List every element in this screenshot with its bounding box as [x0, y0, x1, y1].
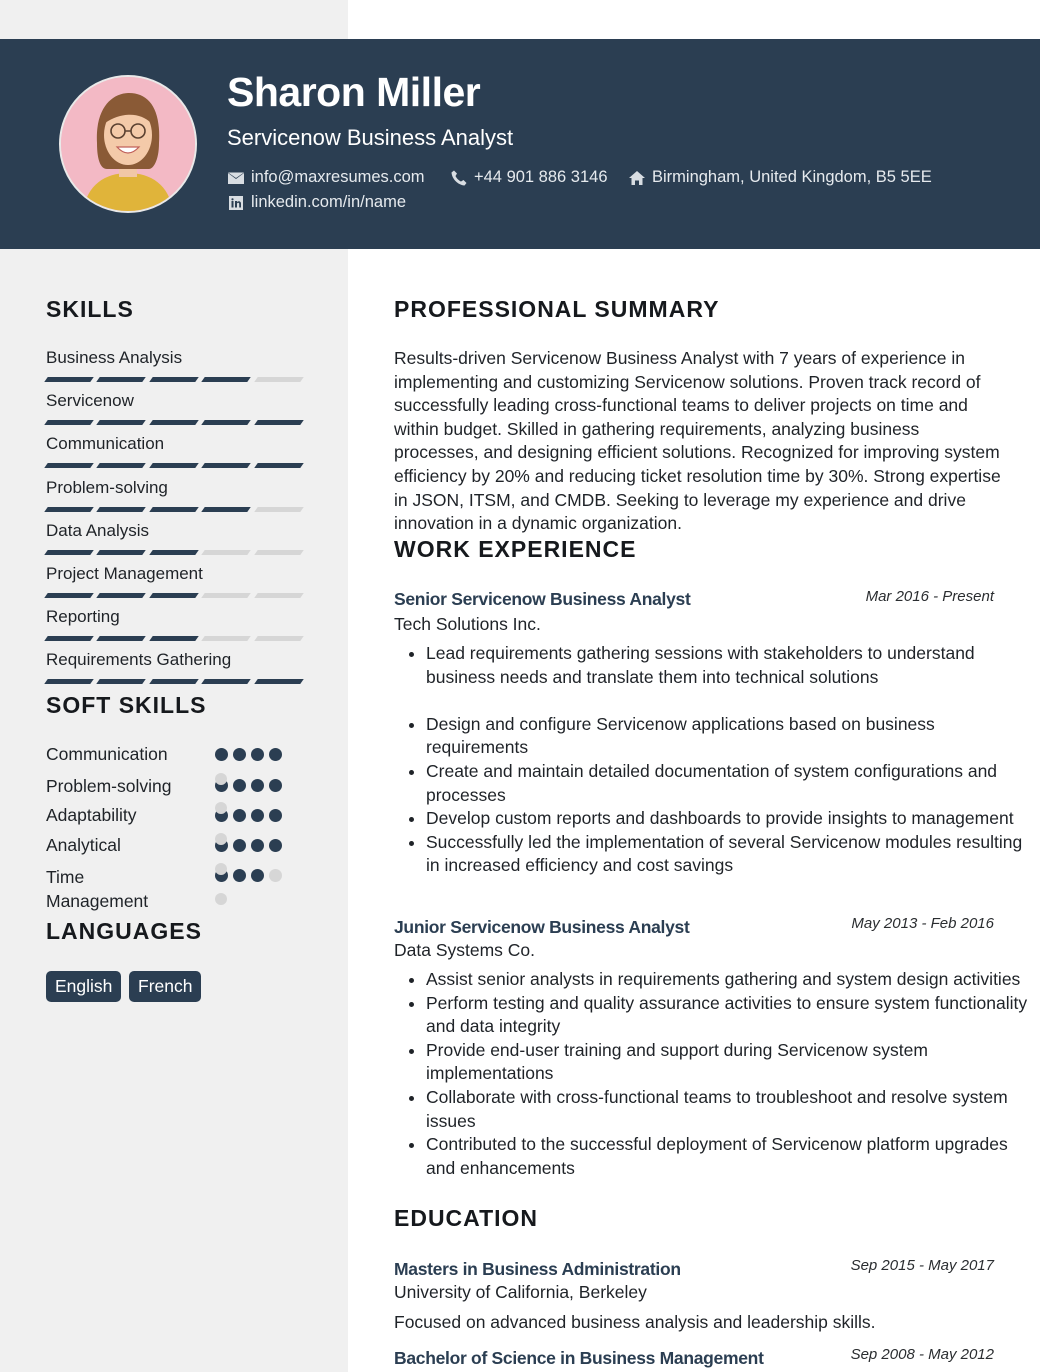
skill-level-segment: [201, 636, 251, 641]
job-bullets: [394, 968, 1036, 1180]
skill-level-segment: [44, 463, 94, 468]
email-text: info@maxresumes.com: [251, 168, 425, 186]
skill-level-segment: [149, 593, 199, 598]
skill-level-segment: [149, 377, 199, 382]
rating-dot: [269, 869, 282, 882]
skill-level-segment: [44, 377, 94, 382]
job-dates: Mar 2016 - Present: [865, 588, 994, 605]
profile-photo: [59, 75, 197, 213]
education-dates: Sep 2015 - May 2017: [850, 1257, 994, 1274]
skill-level-segment: [44, 550, 94, 555]
job-title: Junior Servicenow Business Analyst: [394, 917, 690, 937]
soft-skill-rating: [215, 748, 282, 761]
skill-level-segment: [97, 420, 147, 425]
list-item: • Collaborate with cross-functional teams to troubleshoot and resolve system issues: [426, 1086, 1036, 1133]
skill-level-segment: [97, 507, 147, 512]
rating-dot-decor: [215, 773, 227, 785]
school-name: University of California, Berkeley: [394, 1282, 647, 1302]
skill-level-segment: [201, 377, 251, 382]
contact-linkedin[interactable]: [227, 193, 406, 212]
job-company: Tech Solutions Inc.: [394, 614, 541, 634]
rating-dot: [251, 869, 264, 882]
contact-phone[interactable]: [450, 168, 608, 187]
skill-level-segment: [149, 679, 199, 684]
skills-heading: SKILLS: [46, 296, 134, 322]
skill-level-segment: [97, 377, 147, 382]
soft-skills-heading: SOFT SKILLS: [46, 692, 207, 718]
education-dates: Sep 2008 - May 2012: [850, 1346, 994, 1363]
skill-level-segment: [254, 550, 304, 555]
degree-title: Bachelor of Science in Business Management: [394, 1348, 764, 1368]
rating-dot: [251, 839, 264, 852]
skill-level-segment: [44, 636, 94, 641]
summary-heading: PROFESSIONAL SUMMARY: [394, 296, 720, 322]
skill-level-segment: [97, 550, 147, 555]
skill-label: Business Analysis: [46, 348, 183, 367]
skill-level-segment: [44, 420, 94, 425]
skill-level-bar: [46, 507, 302, 513]
skill-level-segment: [97, 463, 147, 468]
rating-dot: [251, 779, 264, 792]
skill-level-segment: [201, 463, 251, 468]
skill-level-segment: [201, 593, 251, 598]
envelope-icon: [227, 169, 245, 187]
rating-dot: [269, 839, 282, 852]
rating-dot-decor: [215, 893, 227, 905]
contact-address: [628, 168, 932, 187]
summary-text: Results-driven Servicenow Business Analyst with 7 years of experience in implementing and customizing Servicenow solutions. Proven track record of successfully leading cross-functional teams to deliver projects on time and within budget. Skilled in gathering requirements, analyzing business processes, and designing efficient solutions. Recognized for improving system efficiency by 20% and reducing ticket resolution time by 30%. Strong expertise in JSON, ITSM, and CMDB. Seeking to leverage my experience and drive innovation in a dynamic organization.: [394, 348, 1001, 534]
skill-level-segment: [149, 636, 199, 641]
skill-level-segment: [149, 420, 199, 425]
home-icon: [628, 169, 646, 187]
education-description: Focused on advanced business analysis and leadership skills.: [394, 1312, 876, 1332]
contact-email[interactable]: [227, 168, 425, 187]
address-text: Birmingham, United Kingdom, B5 5EE: [652, 168, 932, 186]
rating-dot-decor: [215, 802, 227, 814]
skill-level-bar: [46, 420, 302, 426]
skill-level-segment: [97, 593, 147, 598]
linkedin-icon: [227, 194, 245, 212]
list-item: • Contributed to the successful deployment of Servicenow platform upgrades and enhancements: [426, 1133, 1036, 1180]
job-bullets: [394, 642, 1036, 878]
rating-dot: [251, 809, 264, 822]
rating-dot: [269, 748, 282, 761]
job-title: Senior Servicenow Business Analyst: [394, 589, 691, 609]
candidate-name: Sharon Miller: [227, 69, 481, 115]
skill-level-bar: [46, 679, 302, 685]
rating-dot: [233, 839, 246, 852]
skill-level-bar: [46, 550, 302, 556]
skill-label: Data Analysis: [46, 521, 149, 540]
skill-level-segment: [254, 377, 304, 382]
rating-dot: [233, 869, 246, 882]
list-item: • Create and maintain detailed documentation of system configurations and processes: [426, 760, 1036, 807]
skill-level-segment: [254, 420, 304, 425]
skill-level-segment: [254, 636, 304, 641]
skill-label: Communication: [46, 434, 165, 453]
degree-title: Masters in Business Administration: [394, 1259, 681, 1279]
list-item: • Successfully led the implementation of several Servicenow modules resulting in increased efficiency and cost savings: [426, 831, 1036, 878]
rating-dot-decor: [215, 833, 227, 845]
skill-label: Requirements Gathering: [46, 650, 232, 669]
soft-skill-label: Time Management: [46, 867, 149, 911]
soft-skill-label: Analytical: [46, 835, 121, 855]
rating-dot: [269, 779, 282, 792]
skill-label: Servicenow: [46, 391, 134, 410]
experience-heading: WORK EXPERIENCE: [394, 536, 637, 562]
skill-level-bar: [46, 463, 302, 469]
rating-dot: [233, 809, 246, 822]
skill-level-segment: [44, 593, 94, 598]
job-dates: May 2013 - Feb 2016: [851, 915, 994, 932]
skill-label: Reporting: [46, 607, 120, 626]
skill-level-segment: [149, 463, 199, 468]
skill-label: Project Management: [46, 564, 203, 583]
list-item: • Perform testing and quality assurance activities to ensure system functionality and data integrity: [426, 992, 1036, 1039]
skill-level-segment: [44, 507, 94, 512]
rating-dot: [269, 809, 282, 822]
skill-level-segment: [254, 679, 304, 684]
job-company: Data Systems Co.: [394, 940, 536, 960]
skill-level-segment: [254, 463, 304, 468]
skill-level-segment: [254, 507, 304, 512]
skill-label: Problem-solving: [46, 478, 168, 497]
skill-level-segment: [97, 679, 147, 684]
resume-header: [0, 39, 1040, 249]
phone-icon: [450, 169, 468, 187]
skill-level-segment: [201, 507, 251, 512]
list-item: • Design and configure Servicenow applications based on business requirements: [426, 713, 1036, 760]
skill-level-bar: [46, 377, 302, 383]
list-item: • Provide end-user training and support during Servicenow system implementations: [426, 1039, 1036, 1086]
language-badge: French: [129, 971, 201, 1002]
skill-level-segment: [149, 507, 199, 512]
phone-text: +44 901 886 3146: [474, 168, 608, 186]
skill-level-segment: [201, 420, 251, 425]
language-badge: English: [46, 971, 121, 1002]
skill-level-segment: [44, 679, 94, 684]
soft-skill-label: Problem-solving: [46, 776, 172, 796]
list-item: • Lead requirements gathering sessions with stakeholders to understand business needs and translate them into technical solutions: [426, 642, 1036, 689]
skill-level-segment: [201, 550, 251, 555]
rating-dot: [215, 748, 228, 761]
rating-dot: [251, 748, 264, 761]
skill-level-segment: [97, 636, 147, 641]
skill-level-segment: [201, 679, 251, 684]
soft-skill-label: Adaptability: [46, 805, 137, 825]
skill-level-bar: [46, 636, 302, 642]
list-item: • Assist senior analysts in requirements gathering and system design activities: [426, 968, 1036, 992]
education-heading: EDUCATION: [394, 1205, 539, 1231]
linkedin-text: linkedin.com/in/name: [251, 193, 406, 211]
skill-level-bar: [46, 593, 302, 599]
languages-heading: LANGUAGES: [46, 918, 202, 944]
list-item: • Develop custom reports and dashboards to provide insights to management: [426, 807, 1036, 831]
rating-dot-decor: [215, 863, 227, 875]
candidate-title: Servicenow Business Analyst: [227, 125, 514, 150]
skill-level-segment: [149, 550, 199, 555]
soft-skill-label: Communication: [46, 744, 168, 764]
skill-level-segment: [254, 593, 304, 598]
rating-dot: [233, 779, 246, 792]
rating-dot: [233, 748, 246, 761]
